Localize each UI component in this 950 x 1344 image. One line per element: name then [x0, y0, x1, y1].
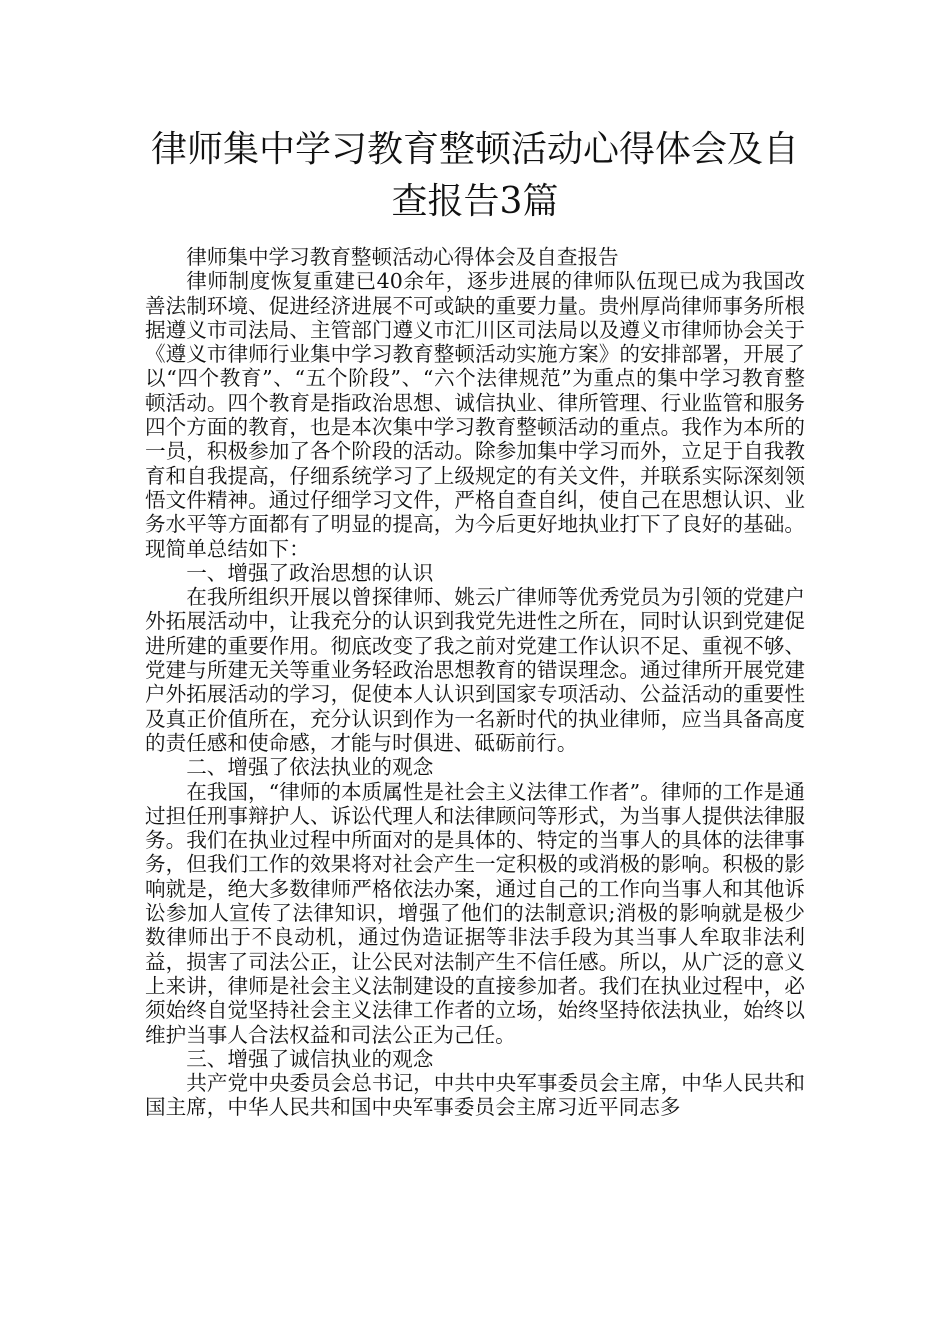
section-heading-1: 一、增强了政治思想的认识 — [186, 560, 434, 585]
paragraph-section-2: 在我国，“律师的本质属性是社会主义法律工作者”。律师的工作是通过担任刑事辩护人、诉讼代理人和法律顾问等形式，为当事人提供法律服务。我们在执业过程中所面对的是具体的、特定的当事人的具体的法律事务，但我们工作的效果将对社会产生一定积极的或消极的影响。积极的影响就是，绝大多数律师严格依法办案，通过自己的工作向当事人和其他诉讼参加人宣传了法律知识，增强了他们的法制意识;消极的影响就是极少数律师出于不良动机，通过伪造证据等非法手段为其当事人牟取非法利益，损害了司法公正，让公民对法制产生不信任感。所以，从广泛的意义上来讲，律师是社会主义法制建设的直接参加者。我们在执业过程中，必须始终自觉坚持社会主义法律工作者的立场，始终坚持依法执业，始终以维护当事人合法权益和司法公正为己任。 — [145, 779, 805, 1047]
section-heading-3: 三、增强了诚信执业的观念 — [186, 1046, 434, 1071]
paragraph-section-3: 共产党中央委员会总书记，中共中央军事委员会主席，中华人民共和国主席，中华人民共和国中央军事委员会主席习近平同志多 — [145, 1071, 805, 1120]
document-subtitle: 律师集中学习教育整顿活动心得体会及自查报告 — [186, 245, 619, 269]
paragraph-section-1: 在我所组织开展以曾探律师、姚云广律师等优秀党员为引领的党建户外拓展活动中，让我充分的认识到我党先进性之所在，同时认识到党建促进所建的重要作用。彻底改变了我之前对党建工作认识不足、重视不够、党建与所建无关等重业务轻政治思想教育的错误理念。通过律所开展党建户外拓展活动的学习，促使本人认识到国家专项活动、公益活动的重要性及真正价值所在，充分认识到作为一名新时代的执业律师，应当具备高度的责任感和使命感，才能与时俱进、砥砺前行。 — [145, 585, 805, 755]
paragraph-intro: 律师制度恢复重建已40余年，逐步进展的律师队伍现已成为我国改善法制环境、促进经济进展不可或缺的重要力量。贵州厚尚律师事务所根据遵义市司法局、主管部门遵义市汇川区司法局以及遵义市律师协会关于《遵义市律师行业集中学习教育整顿活动实施方案》的安排部署，开展了以“四个教育”、“五个阶段”、“六个法律规范”为重点的集中学习教育整顿活动。四个教育是指政治思想、诚信执业、律所管理、行业监管和服务四个方面的教育，也是本次集中学习教育整顿活动的重点。我作为本所的一员，积极参加了各个阶段的活动。除参加集中学习而外，立足于自我教育和自我提高，仔细系统学习了上级规定的有关文件，并联系实际深刻领悟文件精神。通过仔细学习文件，严格自查自纠，使自己在思想认识、业务水平等方面都有了明显的提高，为今后更好地执业打下了良好的基础。现简单总结如下： — [145, 269, 805, 561]
document-body — [145, 245, 805, 1120]
document-title: 律师集中学习教育整顿活动心得体会及自查报告3篇 — [150, 129, 799, 222]
section-heading-2: 二、增强了依法执业的观念 — [186, 755, 434, 780]
